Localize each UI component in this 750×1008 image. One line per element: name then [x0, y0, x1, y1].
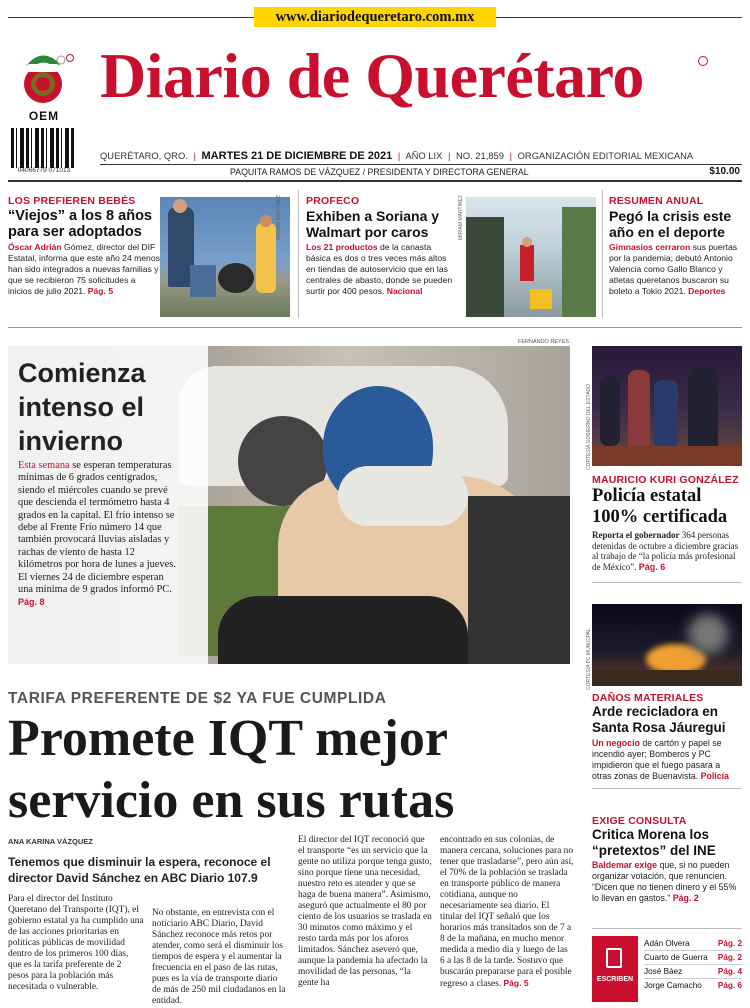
top-left-kicker: LOS PREFIEREN BEBÉS: [8, 195, 136, 207]
photo-credit: MIRIAM MARTÍNEZ: [458, 195, 464, 240]
supermarket-photo: [466, 197, 596, 317]
lead-col-3: El director del IQT reconoció que el transporte “es un servicio que la gente no utiliza porque tenga gusto, sino porque tiene una necesidad, nuestro reto es atender y que se haga de buena manera”. Asimismo, aseguró que actualmente el 80 por ciento de los usuarios se traslada en 30 minutos como máximo y el resto tarda más por los aforos limitados. Sánchez aseveró que, aunque la pandemia ha afectado la movilidad de las personas, “la gente ha: [298, 835, 432, 988]
photo-credit: MIRIAM MARTÍNEZ: [276, 195, 282, 240]
police-kicker: MAURICIO KURI GONZÁLEZ: [592, 474, 739, 486]
dateline: QUERÉTARO, QRO. | MARTES 21 DE DICIEMBRE DE 2021 | AÑO LIX | NO. 21,859 | ORGANIZACIÓN EDITORIAL MEXICANA: [100, 150, 694, 162]
morena-body: Baldemar exige que, si no pueden organizar votación, que renuncien. “Dicen que no tienen dinero y el 55% lo llevan en gastos.” Pág. 2: [592, 860, 737, 903]
top-left-title[interactable]: “Viejos” a los 8 años para ser adoptados: [8, 208, 152, 240]
top-right-title[interactable]: Pegó la crisis este año en el deporte: [609, 208, 732, 240]
fire-title[interactable]: Arde recicladora en Santa Rosa Jáuregui: [592, 704, 726, 735]
price: $10.00: [709, 166, 740, 177]
fire-kicker: DAÑOS MATERIALES: [592, 692, 704, 704]
main-photo-body: Esta semana se esperan temperaturas mínimas de 6 grados centígrados, siendo el miércoles cuando se prevé que descienda el termómetro hasta 4 grados en la capital. El frío intenso se debe al Frente Frío número 14 que también provocará lluvias aisladas y rachas de viento de hasta 12 kilómetros por hora de lunes a jueves. El viernes 24 de diciembre esperan una mínima de 9 grados informó PC. Pág. 8: [18, 460, 176, 608]
masthead: Diario de Querétaro: [100, 40, 644, 111]
lead-byline: ANA KARINA VÁZQUEZ: [8, 837, 93, 846]
website-url[interactable]: www.diariodequeretaro.com.mx: [254, 7, 496, 27]
lead-col-2: No obstante, en entrevista con el noticiario ABC Diario, David Sánchez reconoce más retos por atender, como será el disminuir los tiempos de espera y el aumentar la frecuencia en el paso de las rutas, pues es la vía de transporte diario de más de 250 mil ciudadanos en la entidad.: [152, 908, 286, 1006]
lead-col-4: encontrado en sus colonias, de manera cercana, soluciones para no tener que trasladarse”, pero aún así, el 70% de la población se traslada en transporte público de manera cotidiana, aunque no necesariamente sea diario. El titular del IQT señaló que los horarios más transitados son de 7 a 8 de la mañana, en mucho menor medida a medio día y luego de las 6 a las 8 de la tarde. Sostuvo que buscarán prepararse para el posible regreso a clases. Pág. 5: [440, 835, 574, 989]
morena-title[interactable]: Critica Morena los “pretextos” del INE: [592, 827, 716, 858]
lead-col-1: Para el director del Instituto Queretano del Transporte (IQT), el gobierno estatal ya ha cumplido una de las acciones prioritarias en políticas públicas de movilidad dentro de los primeros 100 días, que es la tarifa preferente de 2 pesos para la población más necesitada o vulnerable.: [8, 894, 144, 992]
pen-icon: [606, 948, 622, 968]
lead-title-line-1[interactable]: Promete IQT mejor: [8, 710, 448, 767]
photo-credit: CORTESÍA PC MUNICIPAL: [586, 628, 592, 690]
writers-label: ESCRIBEN: [596, 976, 634, 983]
photo-credit: CORTESÍA GOBIERNO DEL ESTADO: [586, 383, 592, 470]
list-item[interactable]: Adán Olvera Pág. 2: [644, 937, 742, 951]
lead-title-line-2[interactable]: servicio en sus rutas: [8, 772, 455, 829]
list-item[interactable]: Cuarto de Guerra Pág. 2: [644, 951, 742, 965]
top-right-kicker: RESUMEN ANUAL: [609, 195, 704, 207]
barcode-number: 04066779 071013: [17, 167, 71, 174]
writers-list: [644, 937, 742, 992]
barcode: [11, 128, 75, 168]
oem-label: OEM: [28, 109, 60, 123]
police-title[interactable]: Policía estatal 100% certificada: [592, 486, 728, 527]
top-right-body: Gimnasios cerraron sus puertas por la pandemia; debutó Antonio Valencia como Gallo Blanco y atletas queretanos buscaron su boleto a Tokio 2021. Deportes: [609, 242, 738, 296]
writers-badge: [592, 936, 638, 1002]
top-middle-body: Los 21 productos de la canasta básica es dos o tres veces más altos en tiendas de autoservicio que en las centrales de abasto, donde se pueden surtir por 400 pesos. Nacional: [306, 242, 453, 296]
lead-subhead: Tenemos que disminuir la espera, reconoce el director David Sánchez en ABC Diario 107.9: [8, 855, 271, 885]
fire-photo: [592, 604, 742, 686]
police-body: Reporta el gobernador 364 personas detenidas de octubre a diciembre gracias al trabajo de “la policía más profesional de México”. Pág. 6: [592, 530, 739, 572]
list-item[interactable]: José Báez Pág. 4: [644, 965, 742, 979]
morena-kicker: EXIGE CONSULTA: [592, 815, 687, 827]
police-ceremony-photo: [592, 346, 742, 466]
main-photo-title[interactable]: Comienza intenso el invierno: [18, 358, 146, 456]
top-middle-title[interactable]: Exhiben a Soriana y Walmart por caros: [306, 208, 440, 240]
photo-credit: FERNANDO REYES: [518, 339, 570, 345]
top-middle-kicker: PROFECO: [306, 195, 360, 207]
adoption-photo: [160, 197, 290, 317]
list-item[interactable]: Jorge Camacho Pág. 6: [644, 981, 742, 990]
lead-kicker: TARIFA PREFERENTE DE $2 YA FUE CUMPLIDA: [8, 690, 387, 707]
director-line: PAQUITA RAMOS DE VÁZQUEZ / PRESIDENTA Y DIRECTORA GENERAL: [230, 167, 529, 177]
top-left-body: Óscar Adrián Gómez, director del DIF Estatal, informa que este año 24 menos han sido integrados a nuevas familias y que se recibieron 75 solicitudes a inicios de julio 2021. Pág. 5: [8, 242, 160, 296]
fire-body: Un negocio de cartón y papel se incendió ayer; Bomberos y PC impidieron que el fuego pasara a otras zonas de Buenavista. Policía: [592, 738, 729, 781]
